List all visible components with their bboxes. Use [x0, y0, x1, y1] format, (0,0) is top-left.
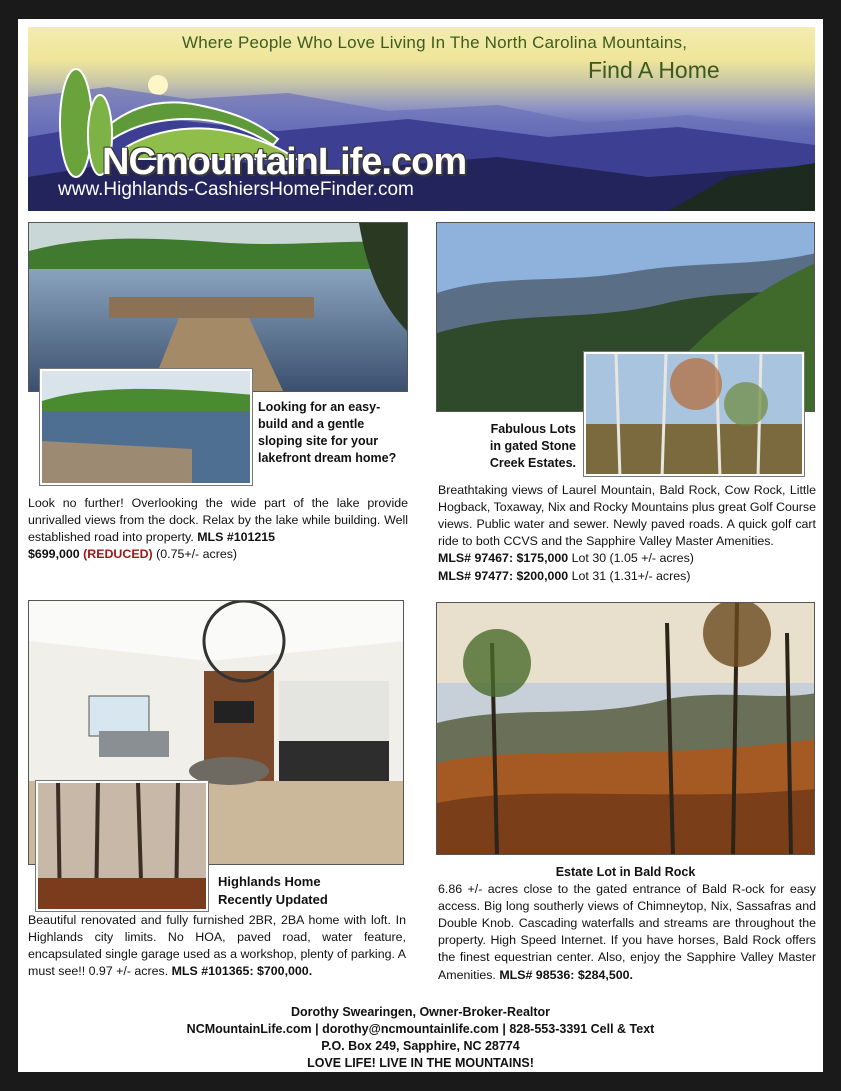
deck-woods-inset-photo [36, 781, 208, 911]
lake-caption: Looking for an easy-build and a gentle sloping site for your lakefront dream home? [258, 400, 397, 465]
brand-logo-text: NCmountainLife.com [102, 141, 467, 183]
lake-price: $699,000 [28, 547, 80, 562]
banner-tagline: Where People Who Love Living In The North Carolina Mountains, [182, 33, 688, 52]
highlands-home-mls: MLS #101365: $700,000. [171, 964, 313, 979]
highlands-home-caption-line1: Highlands Home [218, 874, 321, 889]
bald-rock-caption: Estate Lot in Bald Rock [555, 865, 696, 879]
stone-creek-lot1-detail: Lot 30 (1.05 +/- acres) [568, 551, 694, 566]
bald-rock-autumn-photo [436, 602, 815, 855]
bald-rock-description [438, 881, 816, 984]
contact-footer [18, 1004, 823, 1072]
lake-reduced-badge: (REDUCED) [83, 547, 153, 562]
lake-description [28, 495, 408, 563]
highlands-home-caption [218, 873, 368, 908]
banner-website-url: www.Highlands-CashiersHomeFinder.com [58, 179, 414, 200]
flyer-page [18, 19, 823, 1072]
stone-creek-description [438, 482, 816, 585]
lake-text: Look no further! Overlooking the wide part of the lake provide unrivalled views from the dock. Relax by the lake while building. Well established road into property. [28, 496, 408, 545]
lake-dock-photo [28, 222, 408, 392]
highlands-home-description [28, 912, 406, 980]
stone-creek-text: Breathtaking views of Laurel Mountain, Bald Rock, Cow Rock, Little Hogback, Toxaway, Nix and Rocky Mountains plus great Golf Course views. Public water and sewer. Newly paved roads. A quick golf cart ride to both CCVS and the Sapphire Valley Master Amenities. [438, 483, 816, 549]
stone-creek-caption [458, 421, 576, 472]
stone-creek-caption-line2: in gated Stone [489, 438, 576, 453]
bald-rock-mls: MLS# 98536: $284,500. [499, 967, 633, 982]
banner-tagline-find-a-home: Find A Home [588, 57, 720, 83]
stone-creek-lot1-mls: MLS# 97467: $175,000 [438, 551, 569, 566]
bald-rock-text: 6.86 +/- acres close to the gated entrance of Bald R-ock for easy access. Big long southerly views of Chimneytop, Nix, Sassafras and Double Knob. Cascading waterfalls and streams are throughout the property. High Speed Internet. If you have horses, Bald Rock offers the finest equestrian center. Also, enjoy the Sapphire Valley Master Amenities. [438, 882, 816, 982]
stone-creek-caption-line3: Creek Estates. [489, 455, 576, 470]
slogan: LOVE LIFE! LIVE IN THE MOUNTAINS! [307, 1055, 534, 1070]
stone-creek-lot2-detail: Lot 31 (1.31+/- acres) [568, 568, 691, 583]
mailing-address: P.O. Box 249, Sapphire, NC 28774 [321, 1038, 520, 1053]
highlands-home-text: Beautiful renovated and fully furnished 2BR, 2BA home with loft. In Highlands city limits. No HOA, paved road, water feature, encapsulated single garage used as a workshop, plenty of parking. A must see!! 0.97 +/- acres. [28, 913, 406, 979]
contact-details[interactable]: NCMountainLife.com | dorothy@ncmountainlife.com | 828-553-3391 Cell & Text [186, 1021, 655, 1036]
lake-acres: (0.75+/- acres) [152, 547, 238, 562]
stone-creek-lot2-mls: MLS# 97477: $200,000 [438, 568, 569, 583]
lake-view-inset-photo [40, 369, 252, 485]
lake-mls: MLS #101215 [197, 530, 276, 545]
header-banner [28, 27, 815, 211]
highlands-home-caption-line2: Recently Updated [218, 891, 328, 907]
broker-name: Dorothy Swearingen, Owner-Broker-Realtor [290, 1005, 551, 1019]
stone-creek-caption-line1: Fabulous Lots [490, 422, 576, 436]
forest-trees-inset-photo [584, 352, 804, 476]
